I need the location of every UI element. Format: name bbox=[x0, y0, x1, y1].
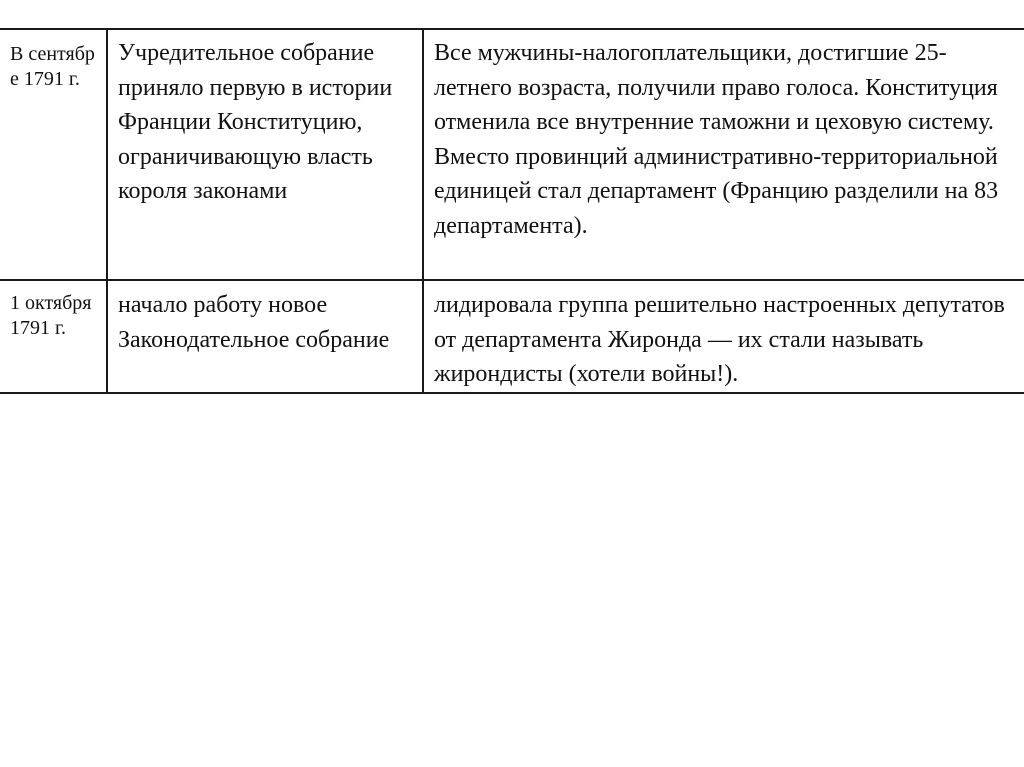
detail-cell bbox=[423, 280, 1024, 393]
date-text: 1 октября 1791 г. bbox=[10, 292, 92, 339]
detail-text: лидировала группа решительно настроенных депутатов от департамента Жиронда — их стали называть жирондисты (хотели войны!). bbox=[434, 292, 1005, 387]
date-cell bbox=[0, 29, 107, 280]
event-text: начало работу новое Законодательное собрание bbox=[118, 292, 390, 353]
date-cell bbox=[0, 280, 107, 393]
history-table bbox=[0, 28, 1024, 394]
event-cell bbox=[107, 29, 423, 280]
table-row bbox=[0, 280, 1024, 393]
date-text: В сентябре 1791 г. bbox=[10, 43, 95, 90]
detail-cell bbox=[423, 29, 1024, 280]
event-text: Учредительное собрание приняло первую в истории Франции Конституцию, ограничивающую власть короля законами bbox=[118, 40, 393, 204]
table-row bbox=[0, 29, 1024, 280]
detail-text: Все мужчины-налогоплательщики, достигшие 25-летнего возраста, получили право голоса. Конституция отменила все внутренние таможни и цеховую систему. Вместо провинций административно-территориальной единицей стал департамент (Францию разделили на 83 департамента). bbox=[434, 40, 999, 239]
event-cell bbox=[107, 280, 423, 393]
